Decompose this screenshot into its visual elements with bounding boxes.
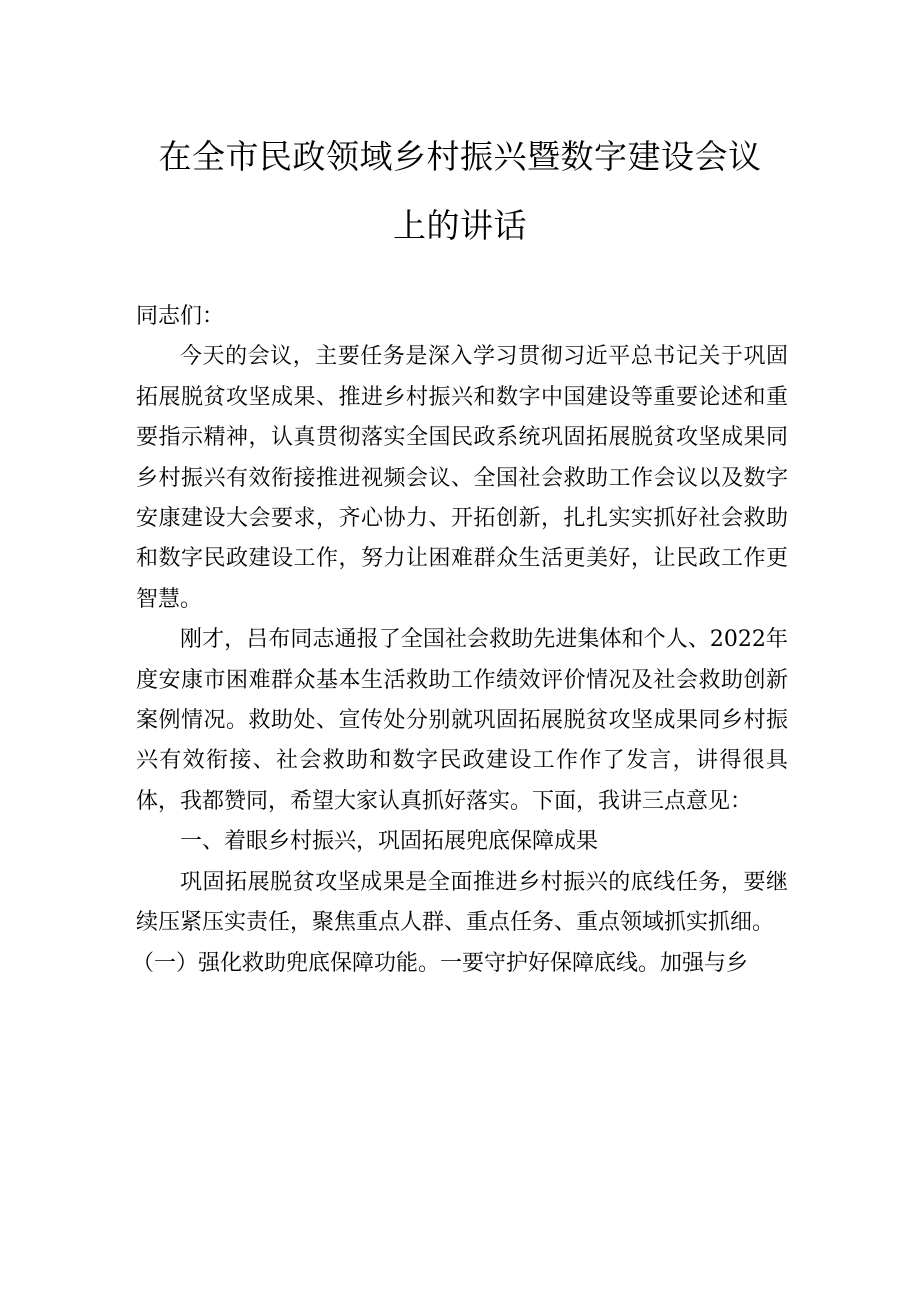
paragraph-section-1: 巩固拓展脱贫攻坚成果是全面推进乡村振兴的底线任务，要继续压紧压实责任，聚焦重点人群、重点任务、重点领域抓实抓细。: [136, 869, 788, 936]
document-title-line-1: 在全市民政领域乡村振兴暨数字建设会议: [158, 137, 762, 176]
subsection-heading-1: （一）强化救助兜底保障功能。一要守护好保障底线。加强与乡: [132, 950, 749, 976]
section-heading-1: 一、着眼乡村振兴，巩固拓展兜底保障成果: [180, 829, 599, 855]
paragraph-review: 刚才，吕布同志通报了全国社会救助先进集体和个人、2022年度安康市困难群众基本生活救助工作绩效评价情况及社会救助创新案例情况。救助处、宣传处分别就巩固拓展脱贫攻坚成果同乡村振兴有效衔接、社会救助和数字民政建设工作作了发言，讲得很具体，我都赞同，希望大家认真抓好落实。下面，我讲三点意见：: [136, 627, 788, 814]
paragraph-intro: 今天的会议，主要任务是深入学习贯彻习近平总书记关于巩固拓展脱贫攻坚成果、推进乡村振兴和数字中国建设等重要论述和重要指示精神，认真贯彻落实全国民政系统巩固拓展脱贫攻坚成果同乡村振兴有效衔接推进视频会议、全国社会救助工作会议以及数字安康建设大会要求，齐心协力、开拓创新，扎扎实实抓好社会救助和数字民政建设工作，努力让困难群众生活更美好，让民政工作更智慧。: [136, 344, 788, 612]
document-body: [132, 297, 788, 984]
document-title-line-2: 上的讲话: [393, 206, 527, 245]
salutation: 同志们：: [136, 304, 225, 329]
